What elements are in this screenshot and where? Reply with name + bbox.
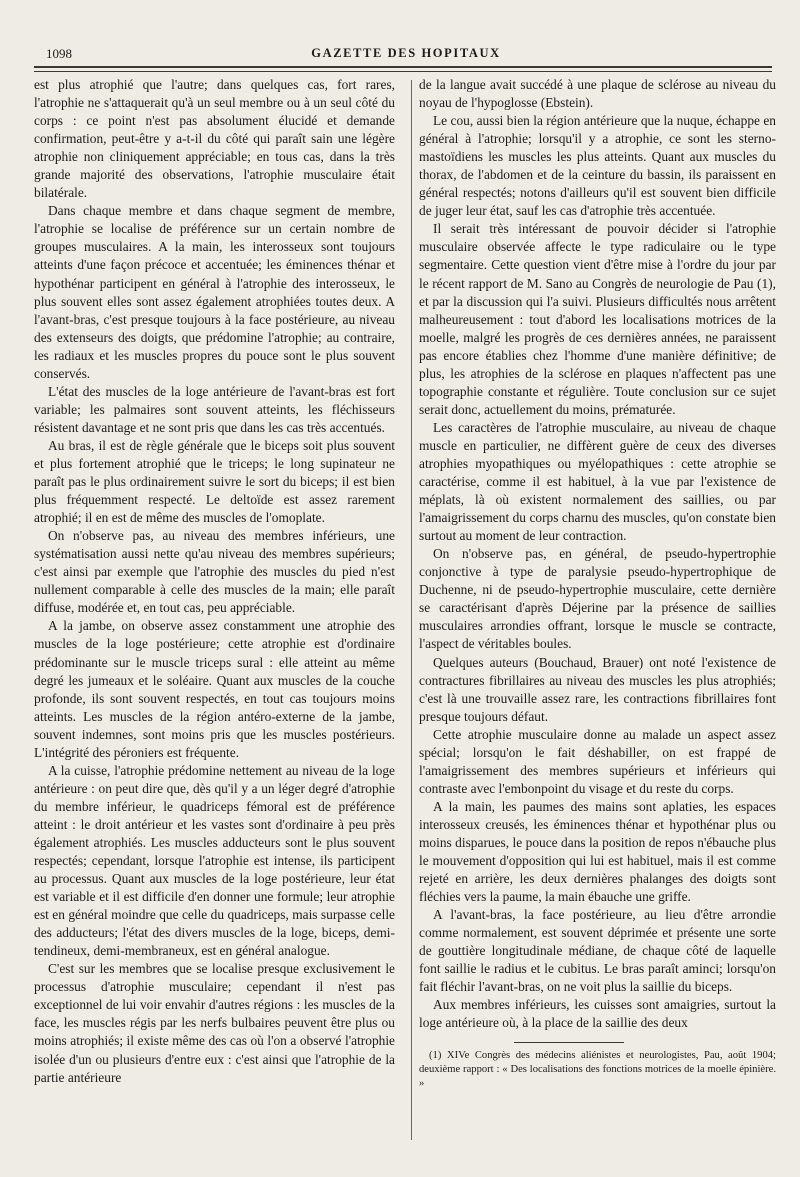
paragraph: A la jambe, on observe assez constamment une atrophie des muscles de la loge postérieure; cette atrophie est d'ordinaire prédominante sur le muscle triceps sural : elle atteint au même degré les jumeaux et le soléaire. Quant aux muscles de la couche profonde, ils sont souvent respectés, en tout cas toujours moins atteints. Les muscles de la région antéro-externe de la jambe, souvent indemnes, sont moins pris que les muscles postérieurs. L'intégrité des péroniers est fréquente. xyxy=(34,618,395,760)
left-column xyxy=(34,76,395,1087)
paragraph: de la langue avait succédé à une plaque de sclérose au niveau du noyau de l'hypoglosse (Ebstein). xyxy=(419,77,776,111)
paragraph: Le cou, aussi bien la région antérieure que la nuque, échappe en général à l'atrophie; lorsqu'il y a atrophie, ce sont les sterno-mastoïdiens les muscles les plus atteints. Quant aux muscles du thorax, de l'abdomen et de la ceinture du bassin, ils paraissent en général respectés; notons d'ailleurs qu'il est souvent bien difficile de juger leur état, sauf les cas d'atrophie très accentuée. xyxy=(419,113,776,219)
paragraph: Cette atrophie musculaire donne au malade un aspect assez spécial; lorsqu'on le fait déshabiller, on est frappé de l'amaigrissement des membres supérieurs et inférieurs qui contraste avec l'embonpoint du visage et du reste du corps. xyxy=(419,726,776,796)
header-rule-thick xyxy=(34,66,772,68)
paragraph: L'état des muscles de la loge antérieure de l'avant-bras est fort variable; les palmaires sont souvent atteints, les fléchisseurs résistent davantage et ne sont pris que dans les cas très accentués. xyxy=(34,383,395,435)
paragraph: Il serait très intéressant de pouvoir décider si l'atrophie musculaire observée affecte le type radiculaire ou le type segmentaire. Cette question vient d'être mise à l'ordre du jour par le récent rapport de M. Sano au Congrès de neurologie de Pau (1), et par la discussion qui l'a suivi. Plusieurs difficultés nous arrêtent malheureusement : tout d'abord les localisations motrices de la moelle, malgré les progrès de ces dernières années, ne paraissent pas encore établies chez l'homme d'une manière définitive; de plus, les atrophies de la sclérose en plaques n'affectent pas une topographie constante et régulière. Toute conclusion sur ce sujet serait donc, actuellement du moins, prématurée. xyxy=(419,221,776,417)
paragraph: Les caractères de l'atrophie musculaire, au niveau de chaque muscle en particulier, ne diffèrent guère de ceux des diverses atrophies myopathiques ou myélopathiques : cette atrophie se caractérise, comme il est habituel, à la vue par l'existence de méplats, là où existent normalement des saillies, ou par l'amaigrissement du corps charnu des muscles, qu'on constate bien surtout au moment de leur contraction. xyxy=(419,419,776,544)
paragraph: A la main, les paumes des mains sont aplaties, les espaces interosseux creusés, les éminences thénar et hypothénar plus ou moins disparues, le pouce dans la position de repos n'ébauche plus le mouvement d'opposition qui lui est habituel, mais il est comme rejeté en arrière, les deux dernières phalanges des doigts sont fléchies vers la paume, la main ébauche une griffe. xyxy=(419,798,776,905)
paragraph: Aux membres inférieurs, les cuisses sont amaigries, surtout la loge antérieure où, à la place de la saillie des deux xyxy=(419,997,776,1031)
journal-title: GAZETTE DES HOPITAUX xyxy=(311,46,501,60)
header-rule-thin xyxy=(34,71,772,72)
footnote: (1) XIVe Congrès des médecins aliénistes et neurologistes, Pau, août 1904; deuxième rapport : « Des localisations des fonctions motrices de la moelle épinière. » xyxy=(419,1050,776,1090)
paragraph: A l'avant-bras, la face postérieure, au lieu d'être arrondie comme normalement, est souvent déprimée et présente une sorte de gouttière longitudinale médiane, de chaque côté de laquelle font saillie le radius et le cubitus. Le bras paraît aminci; lorsqu'on fait fléchir l'avant-bras, on ne voit plus la saillie du biceps. xyxy=(419,907,776,995)
paragraph: Au bras, il est de règle générale que le biceps soit plus souvent et plus fortement atrophié que le triceps; le long supinateur ne paraît pas le plus ordinairement suivre le sort du biceps; il est bien plus fréquemment respecté. Le deltoïde est assez rarement atrophié; il en est de même des muscles de l'omoplate. xyxy=(34,437,395,526)
page-number: 1098 xyxy=(46,46,72,61)
article-body xyxy=(34,76,776,1156)
paragraph: est plus atrophié que l'autre; dans quelques cas, fort rares, l'atrophie ne s'attaquerait qu'à un seul membre ou à un seul côté du corps : ce point n'est pas absolument élucidé et demande confirmation, peut-être y a-t-il du côté qui paraît sain une légère atrophie non cliniquement appréciable; en tous cas, dans la très grande majorité des observations, l'atrophie musculaire était bilatérale. xyxy=(34,77,395,201)
paragraph: On n'observe pas, en général, de pseudo-hypertrophie conjonctive à type de paralysie pseudo-hypertrophique de Duchenne, ni de pseudo-hypertrophie musculaire, cette dernière se caractérisant d'après Déjerine par la présence de saillies musculaires arrondies offrant, lorsque le muscle se contracte, l'aspect de véritables boules. xyxy=(419,546,776,652)
right-column xyxy=(419,76,776,1091)
paragraph: Quelques auteurs (Bouchaud, Brauer) ont noté l'existence de contractures fibrillaires au niveau des muscles les plus atrophiés; c'est là une trouvaille assez rare, les contractions fibrillaires font presque toujours défaut. xyxy=(419,654,776,724)
paragraph: Dans chaque membre et dans chaque segment de membre, l'atrophie se localise de préférence sur un certain nombre de groupes musculaires. A la main, les interosseux sont toujours atteints d'une façon précoce et accentuée; les éminences thénar et hypothénar participent en général à l'atrophie des interosseux, le plus souvent elles sont assez également atrophiées toutes deux. A l'avant-bras, c'est presque toujours à la face postérieure, au niveau des extenseurs des doigts, que prédomine l'atrophie; au contraire, les radiaux et les muscles propres du pouce sont le plus souvent conservés. xyxy=(34,203,395,381)
paragraph: C'est sur les membres que se localise presque exclusivement le processus d'atrophie musculaire; cependant il n'est pas exceptionnel de lui voir envahir d'autres régions : les muscles de la face, les muscles régis par les nerfs bulbaires peuvent être plus ou moins atrophiés; il existe même des cas où l'on a observé l'atrophie isolée d'un ou plusieurs d'entre eux : c'est ainsi que l'atrophie de la partie antérieure xyxy=(34,961,395,1085)
paragraph: A la cuisse, l'atrophie prédomine nettement au niveau de la loge antérieure : on peut dire que, dès qu'il y a un léger degré d'atrophie du membre inférieur, le quadriceps fémoral est de préférence atteint : le droit antérieur et les vastes sont d'ordinaire à peu près également atrophiés. Les muscles adducteurs sont le plus souvent respectés; cependant, lorsque l'atrophie est intense, ils participent au processus. Quant aux muscles de la loge postérieure, leur état est variable et il est difficile d'en donner une formule; leur atrophie est en général moindre que celle du quadriceps, mais surpasse celle des adducteurs; l'état des divers muscles de la loge, biceps, demi-tendineux, demi-membraneux, est en général analogue. xyxy=(34,762,395,959)
page-header xyxy=(34,44,778,64)
footnote-rule xyxy=(514,1042,624,1043)
paragraph: On n'observe pas, au niveau des membres inférieurs, une systématisation aussi nette qu'au niveau des membres supérieurs; c'est ainsi par exemple que l'atrophie des muscles du pied n'est nullement comparable à celle des muscles de la main; elle paraît diffuse, modérée et, en tout cas, peu appréciable. xyxy=(34,528,395,616)
